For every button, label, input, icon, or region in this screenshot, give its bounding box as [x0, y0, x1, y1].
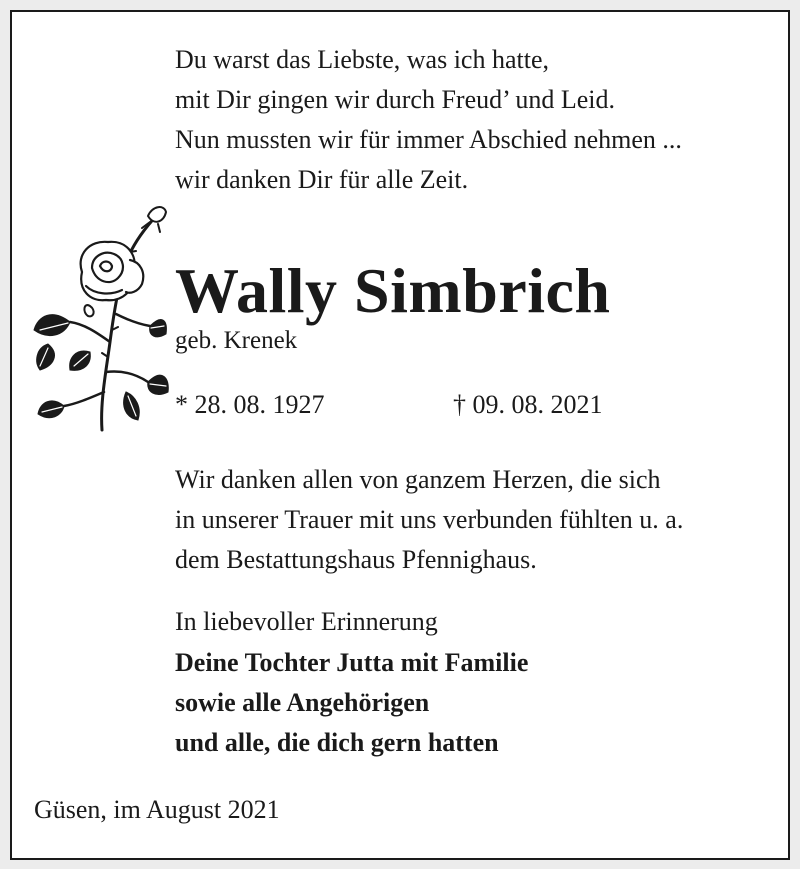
poem	[175, 40, 682, 200]
memory-line: In liebevoller Erinnerung	[175, 607, 438, 636]
deceased-name: Wally Simbrich	[175, 255, 611, 326]
poem-line: wir danken Dir für alle Zeit.	[175, 165, 469, 194]
place-date: Güsen, im August 2021	[34, 795, 280, 824]
family-signature	[175, 643, 528, 763]
thanks-line: dem Bestattungshaus Pfennighaus.	[175, 545, 537, 574]
family-line: und alle, die dich gern hatten	[175, 728, 499, 757]
family-line: Deine Tochter Jutta mit Familie	[175, 648, 529, 677]
birth-date: * 28. 08. 1927	[175, 390, 325, 419]
poem-line: Nun mussten wir für immer Abschied nehmen ...	[175, 125, 682, 154]
thanks-text	[175, 460, 683, 580]
thanks-line: in unserer Trauer mit uns verbunden fühlten u. a.	[175, 505, 684, 534]
family-line: sowie alle Angehörigen	[175, 688, 430, 717]
death-date: † 09. 08. 2021	[453, 390, 603, 419]
poem-line: mit Dir gingen wir durch Freud’ und Leid.	[175, 85, 615, 114]
poem-line: Du warst das Liebste, was ich hatte,	[175, 45, 550, 74]
rose-icon	[30, 202, 170, 434]
maiden-name: geb. Krenek	[175, 327, 298, 354]
thanks-line: Wir danken allen von ganzem Herzen, die sich	[175, 465, 661, 494]
obituary-notice	[10, 10, 790, 860]
